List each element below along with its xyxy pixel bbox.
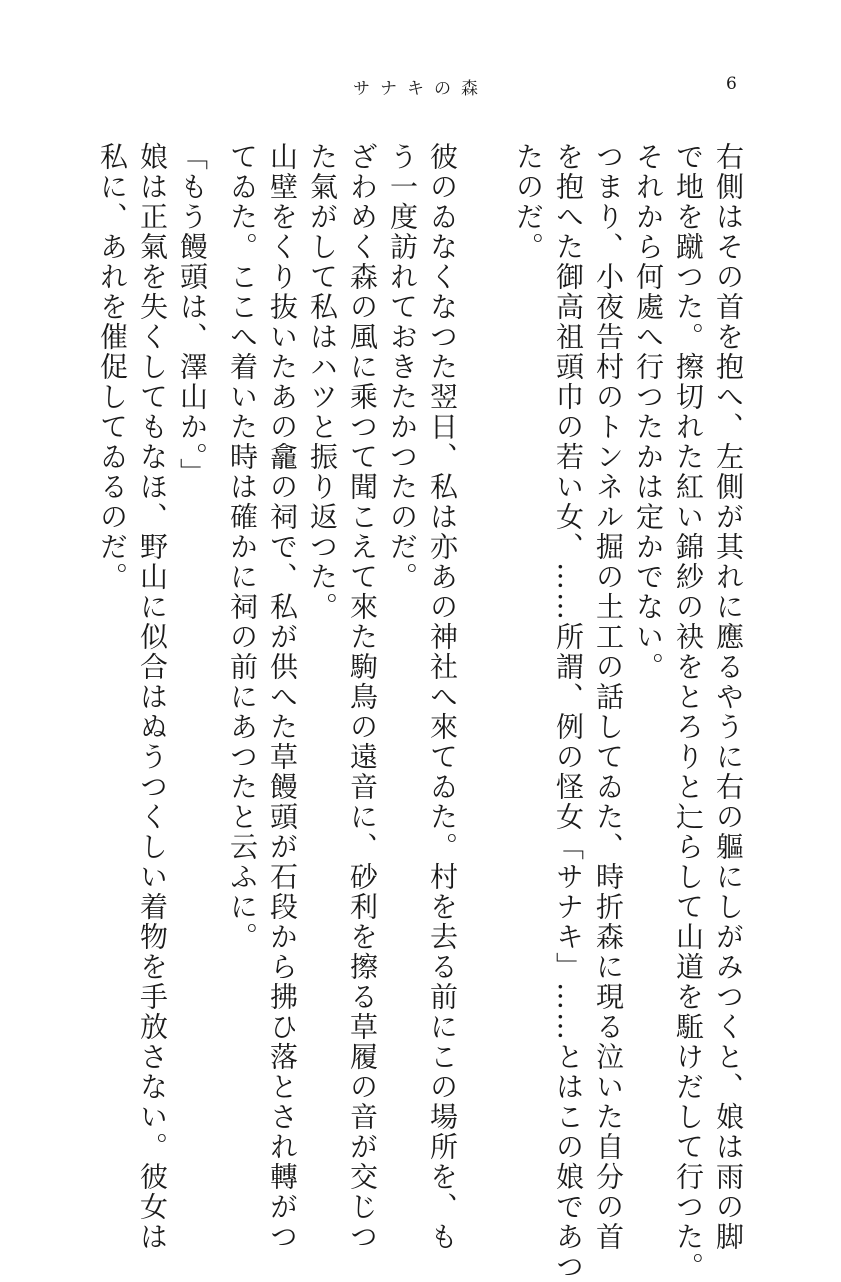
text-column: で地を蹴つた。擦切れた紅い錦紗の袂をとろりと辷らして山道を駈けだして行つた。: [672, 142, 705, 1282]
text-column: たのだ。: [512, 142, 545, 262]
text-column: を抱へた御高祖頭巾の若い女、……所謂、例の怪女「サナキ」……とはこの娘であつ: [552, 142, 585, 1282]
text-column: 彼のゐなくなつた翌日、私は亦あの神社へ來てゐた。村を去る前にこの場所を、も: [426, 142, 459, 1252]
text-column: それから何處へ行つたかは定かでない。: [632, 142, 665, 682]
text-column: う一度訪れておきたかつたのだ。: [386, 142, 419, 592]
text-column: た氣がして私はハツと振り返つた。: [306, 142, 339, 622]
text-column: 右側はその首を抱へ、左側が其れに應るやうに右の軀にしがみつくと、娘は雨の脚: [712, 142, 745, 1252]
text-column-blank: [468, 142, 508, 1162]
running-title: サナキの森: [353, 79, 488, 99]
text-column: つまり、小夜告村のトンネル掘の土工の話してゐた、時折森に現る泣いた自分の首: [592, 142, 625, 1252]
text-column: てゐた。ここへ着いた時は確かに祠の前にあつたと云ふに。: [226, 142, 259, 952]
text-column: ざわめく森の風に乘つて聞こえて來た駒鳥の遠音に、砂利を擦る草履の音が交じつ: [346, 142, 379, 1252]
page-number: 6: [726, 74, 737, 94]
text-column: 「もう饅頭は、澤山か。」: [176, 142, 209, 488]
text-column: 私に、あれを催促してゐるのだ。: [96, 142, 129, 592]
text-column: 娘は正氣を失くしてもなほ、野山に似合はぬうつくしい着物を手放さない。彼女は: [136, 142, 169, 1252]
text-column: 山壁をくり抜いたあの龕の祠で、私が供へた草饅頭が石段から拂ひ落とされ轉がつ: [266, 142, 299, 1252]
